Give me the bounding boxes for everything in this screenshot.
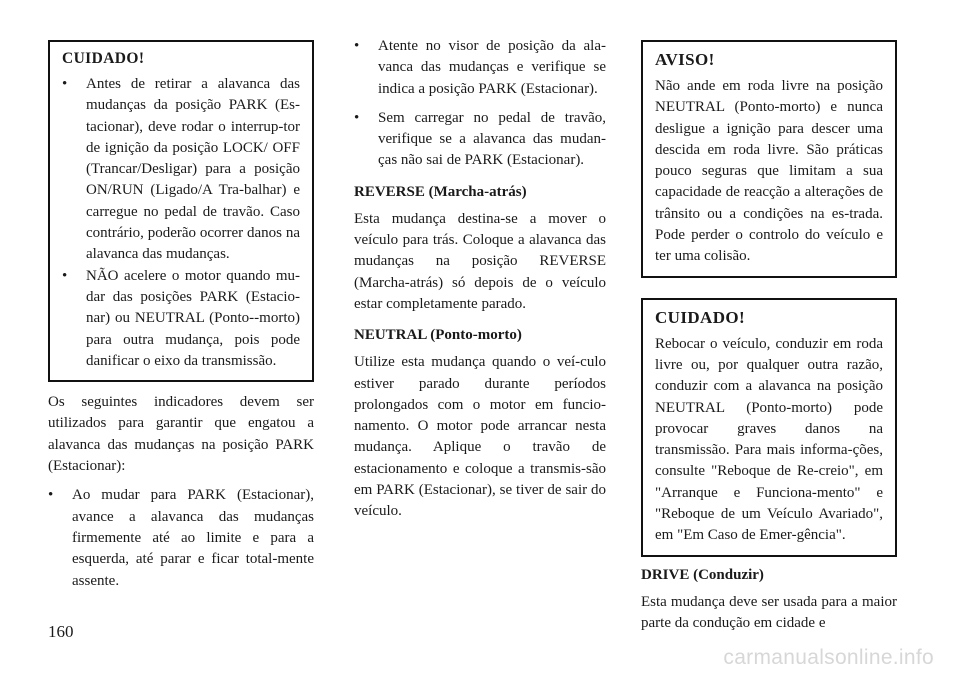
caution-bullet: • Antes de retirar a alavanca das mudanças da posição PARK (Es-tacionar), deve rodar o interrup-tor de ignição da posição LOCK/ OFF (Trancar/Desligar) para a posição ON/RUN (Ligado/A Tra-balhar) e carregue no pedal de travão. Caso contrário, poderão ocorrer danos na alavanca das mudanças. [62, 74, 300, 266]
indicators-paragraph: Os seguintes indicadores devem ser utilizados para garantir que engatou a alavanca das mudanças na posição PARK (Estacionar): [48, 394, 314, 475]
neutral-text: Utilize esta mudança quando o veí-culo estiver parado durante períodos prolongados com o motor em funcio-namento. O motor pode arrancar nesta mudança. Aplique o travão de estacionamento e coloque a transmis-são em PARK (Estacionar), se tiver de sair do veículo. [354, 354, 606, 520]
indicator-bullet-list [354, 36, 606, 172]
column-middle [354, 36, 606, 523]
caution-box-1 [48, 40, 314, 382]
indicator-bullet: • Atente no visor de posição da ala-vanca das mudanças e verifique se indica a posição PARK (Estacionar). [354, 36, 606, 100]
park-bullet-list [48, 485, 314, 591]
caution-title: CUIDADO! [655, 307, 746, 327]
caution-bullet-list [62, 74, 300, 372]
warning-box [641, 40, 897, 278]
column-right [641, 0, 897, 634]
reverse-text: Esta mudança destina-se a mover o veículo para trás. Coloque a alavanca das mudanças na posição REVERSE (Marcha-atrás) só depois de o veículo estar completamente parado. [354, 210, 606, 312]
park-bullet: • Ao mudar para PARK (Estacionar), avance a alavanca das mudanças firmemente até ao limite e para a esquerda, até parar e ficar total-mente assente. [48, 485, 314, 591]
drive-heading: DRIVE (Conduzir) [641, 566, 764, 583]
caution-text: Rebocar o veículo, conduzir em roda livre ou, por qualquer outra razão, conduzir com a alavanca na posição NEUTRAL (Ponto-morto) pode provocar graves danos na transmissão. Para mais informa-ções, consulte "Reboque de Re-creio", em "Arranque e Funciona-mento" e "Reboque de um Veículo Avariado", em "Em Caso de Emer-gência". [655, 335, 883, 544]
reverse-heading: REVERSE (Marcha-atrás) [354, 183, 527, 200]
caution-box-2 [641, 298, 897, 557]
watermark: carmanualsonline.info [723, 646, 934, 669]
drive-text: Esta mudança deve ser usada para a maior parte da condução em cidade e [641, 593, 897, 631]
indicator-bullet: • Sem carregar no pedal de travão, verifique se a alavanca das mudan-ças não sai de PARK (Estacionar). [354, 108, 606, 172]
warning-title: AVISO! [655, 50, 715, 69]
neutral-heading: NEUTRAL (Ponto-morto) [354, 327, 522, 344]
caution-title: CUIDADO! [62, 50, 145, 67]
column-left [48, 0, 314, 592]
page-number: 160 [48, 622, 74, 641]
warning-text: Não ande em roda livre na posição NEUTRAL (Ponto-morto) e nunca desligue a ignição para descer uma descida em roda livre. São práticas pouco seguras que limitam a sua capacidade de reacção a alterações de trânsito ou a condições na es-trada. Pode perder o controlo do veículo e ter uma colisão. [655, 78, 883, 265]
caution-bullet: • NÃO acelere o motor quando mu-dar das posições PARK (Estacio-nar) ou NEUTRAL (Ponto--morto) para outra mudança, pois pode danificar o eixo da transmissão. [62, 266, 300, 372]
